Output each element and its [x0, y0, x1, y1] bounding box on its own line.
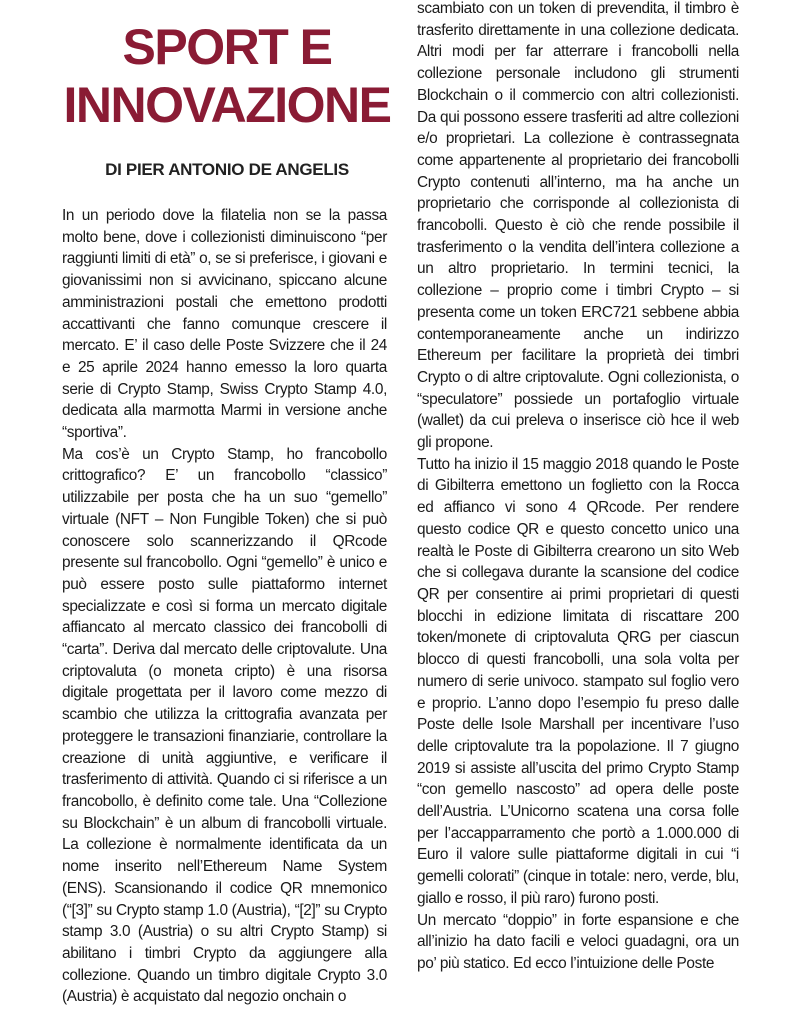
paragraph: Tutto ha inizio il 15 maggio 2018 quando le Poste di Gibilterra emettono un foglietto con la Rocca ed affianco vi sono 4 QRcode. Per rendere questo codice QR e questo concetto unico una realtà le Poste di Gibilterra crearono un sito Web che si collegava durante la scansione del codice QR per consentire ai primi proprietari di questi blocchi in edizione limitata di riscattare 200 token/monete di criptovaluta QRG per ciascun blocco di questi francobolli, una sola volta per numero di serie univoco. stampato sul foglio vero e proprio. L’anno dopo l’esempio fu preso dalle Poste delle Isole Marshall per incentivare l’uso delle criptovalute tra la popolazione. Il 7 giugno 2019 si assiste all’uscita del primo Crypto Stamp “con gemello nascosto” ad opera delle poste dell’Austria. L’Unicorno scatena una corsa folle per l’accapparramento che portò a 1.000.000 di Euro il valore sulle piattaforme digitali in cui “i gemelli colorati” (cinque in totale: nero, verde, blu, giallo e rosso, il più raro) furono posti.	[417, 455, 739, 907]
article-title	[62, 18, 392, 134]
paragraph: scambiato con un token di prevendita, il timbro è trasferito direttamente in una collezione dedicata. Altri modi per far atterrare i francobolli nella collezione personale includono gli strumenti Blockchain o il commercio con altri collezionisti. Da qui possono essere trasferiti ad altre collezioni e/o proprietari. La collezione è contrassegnata come appartenente al proprietario dei francobolli Crypto contenuti all’interno, ma ha anche un proprietario che corrisponde al collezionista di francobolli. Questo è ciò che rende possibile il trasferimento o la vendita dell’intera collezione a un altro proprietario. In termini tecnici, la collezione – proprio come i timbri Crypto – si presenta come un token ERC721 sebbene abbia contemporaneamente anche un indirizzo Ethereum per facilitare la proprietà dei timbri Crypto o di altre criptovalute. Ogni collezionista, o “speculatore” possiede un portafoglio virtuale (wallet) da cui preleva o inserisce ciò hce il web gli propone.	[417, 0, 739, 452]
paragraph: Un mercato “doppio” in forte espansione e che all’inizio ha dato facili e veloci guadagni, ora un po’ più statico. Ed ecco l’intuizione delle Poste	[417, 911, 739, 972]
article-byline: DI PIER ANTONIO DE ANGELIS	[105, 160, 349, 179]
paragraph: In un periodo dove la filatelia non se la passa molto bene, dove i collezionisti diminuiscono “per raggiunti limiti di età” o, se si preferisce, i giovani e giovanissimi non si avvicinano, spiccano alcune amministrazioni postali che emettono prodotti accattivanti che fanno comunque crescere il mercato. E’ il caso delle Poste Svizzere che il 24 e 25 aprile 2024 hanno emesso la loro quarta serie di Crypto Stamp, Swiss Crypto Stamp 4.0, dedicata alla marmotta Marmi in versione anche “sportiva”.	[62, 207, 387, 442]
right-column	[417, 0, 739, 975]
paragraph: Ma cos’è un Crypto Stamp, ho francobollo crittografico? E’ un francobollo “classico” utilizzabile per posta che ha un suo “gemello” virtuale (NFT – Non Fungible Token) che si può conoscere solo scannerizzando il QRcode presente sul francobollo. Ogni “gemello” è unico e può essere posto sulle piattaformo internet specializzate e così si forma un mercato digitale affiancato al mercato classico dei francobolli di “carta”. Deriva dal mercato delle criptovalute. Una criptovaluta (o moneta cripto) è una risorsa digitale progettata per il lavoro come mezzo di scambio che utilizza la crittografia avanzata per proteggere le transazioni finanziarie, controllare la creazione di unità aggiuntive, e verificare il trasferimento di attività. Quando ci si riferisce a un francobollo, è definito come tale. Una “Collezione su Blockchain” è un album di francobolli virtuale. La collezione è normalmente identificata da un nome inserito nell’Ethereum Name System (ENS). Scansionando il codice QR mnemonico (“[3]” su Crypto stamp 1.0 (Austria), “[2]” su Crypto stamp 3.0 (Austria) o su altri Crypto Stamp) si abilitano i timbri Crypto da aggiungere alla collezione. Quando un timbro digitale Crypto 3.0 (Austria) è acquistato dal negozio onchain o	[62, 445, 387, 1006]
title-line-1: SPORT E	[122, 19, 332, 75]
left-column	[62, 205, 387, 1008]
title-line-2: INNOVAZIONE	[63, 77, 391, 133]
